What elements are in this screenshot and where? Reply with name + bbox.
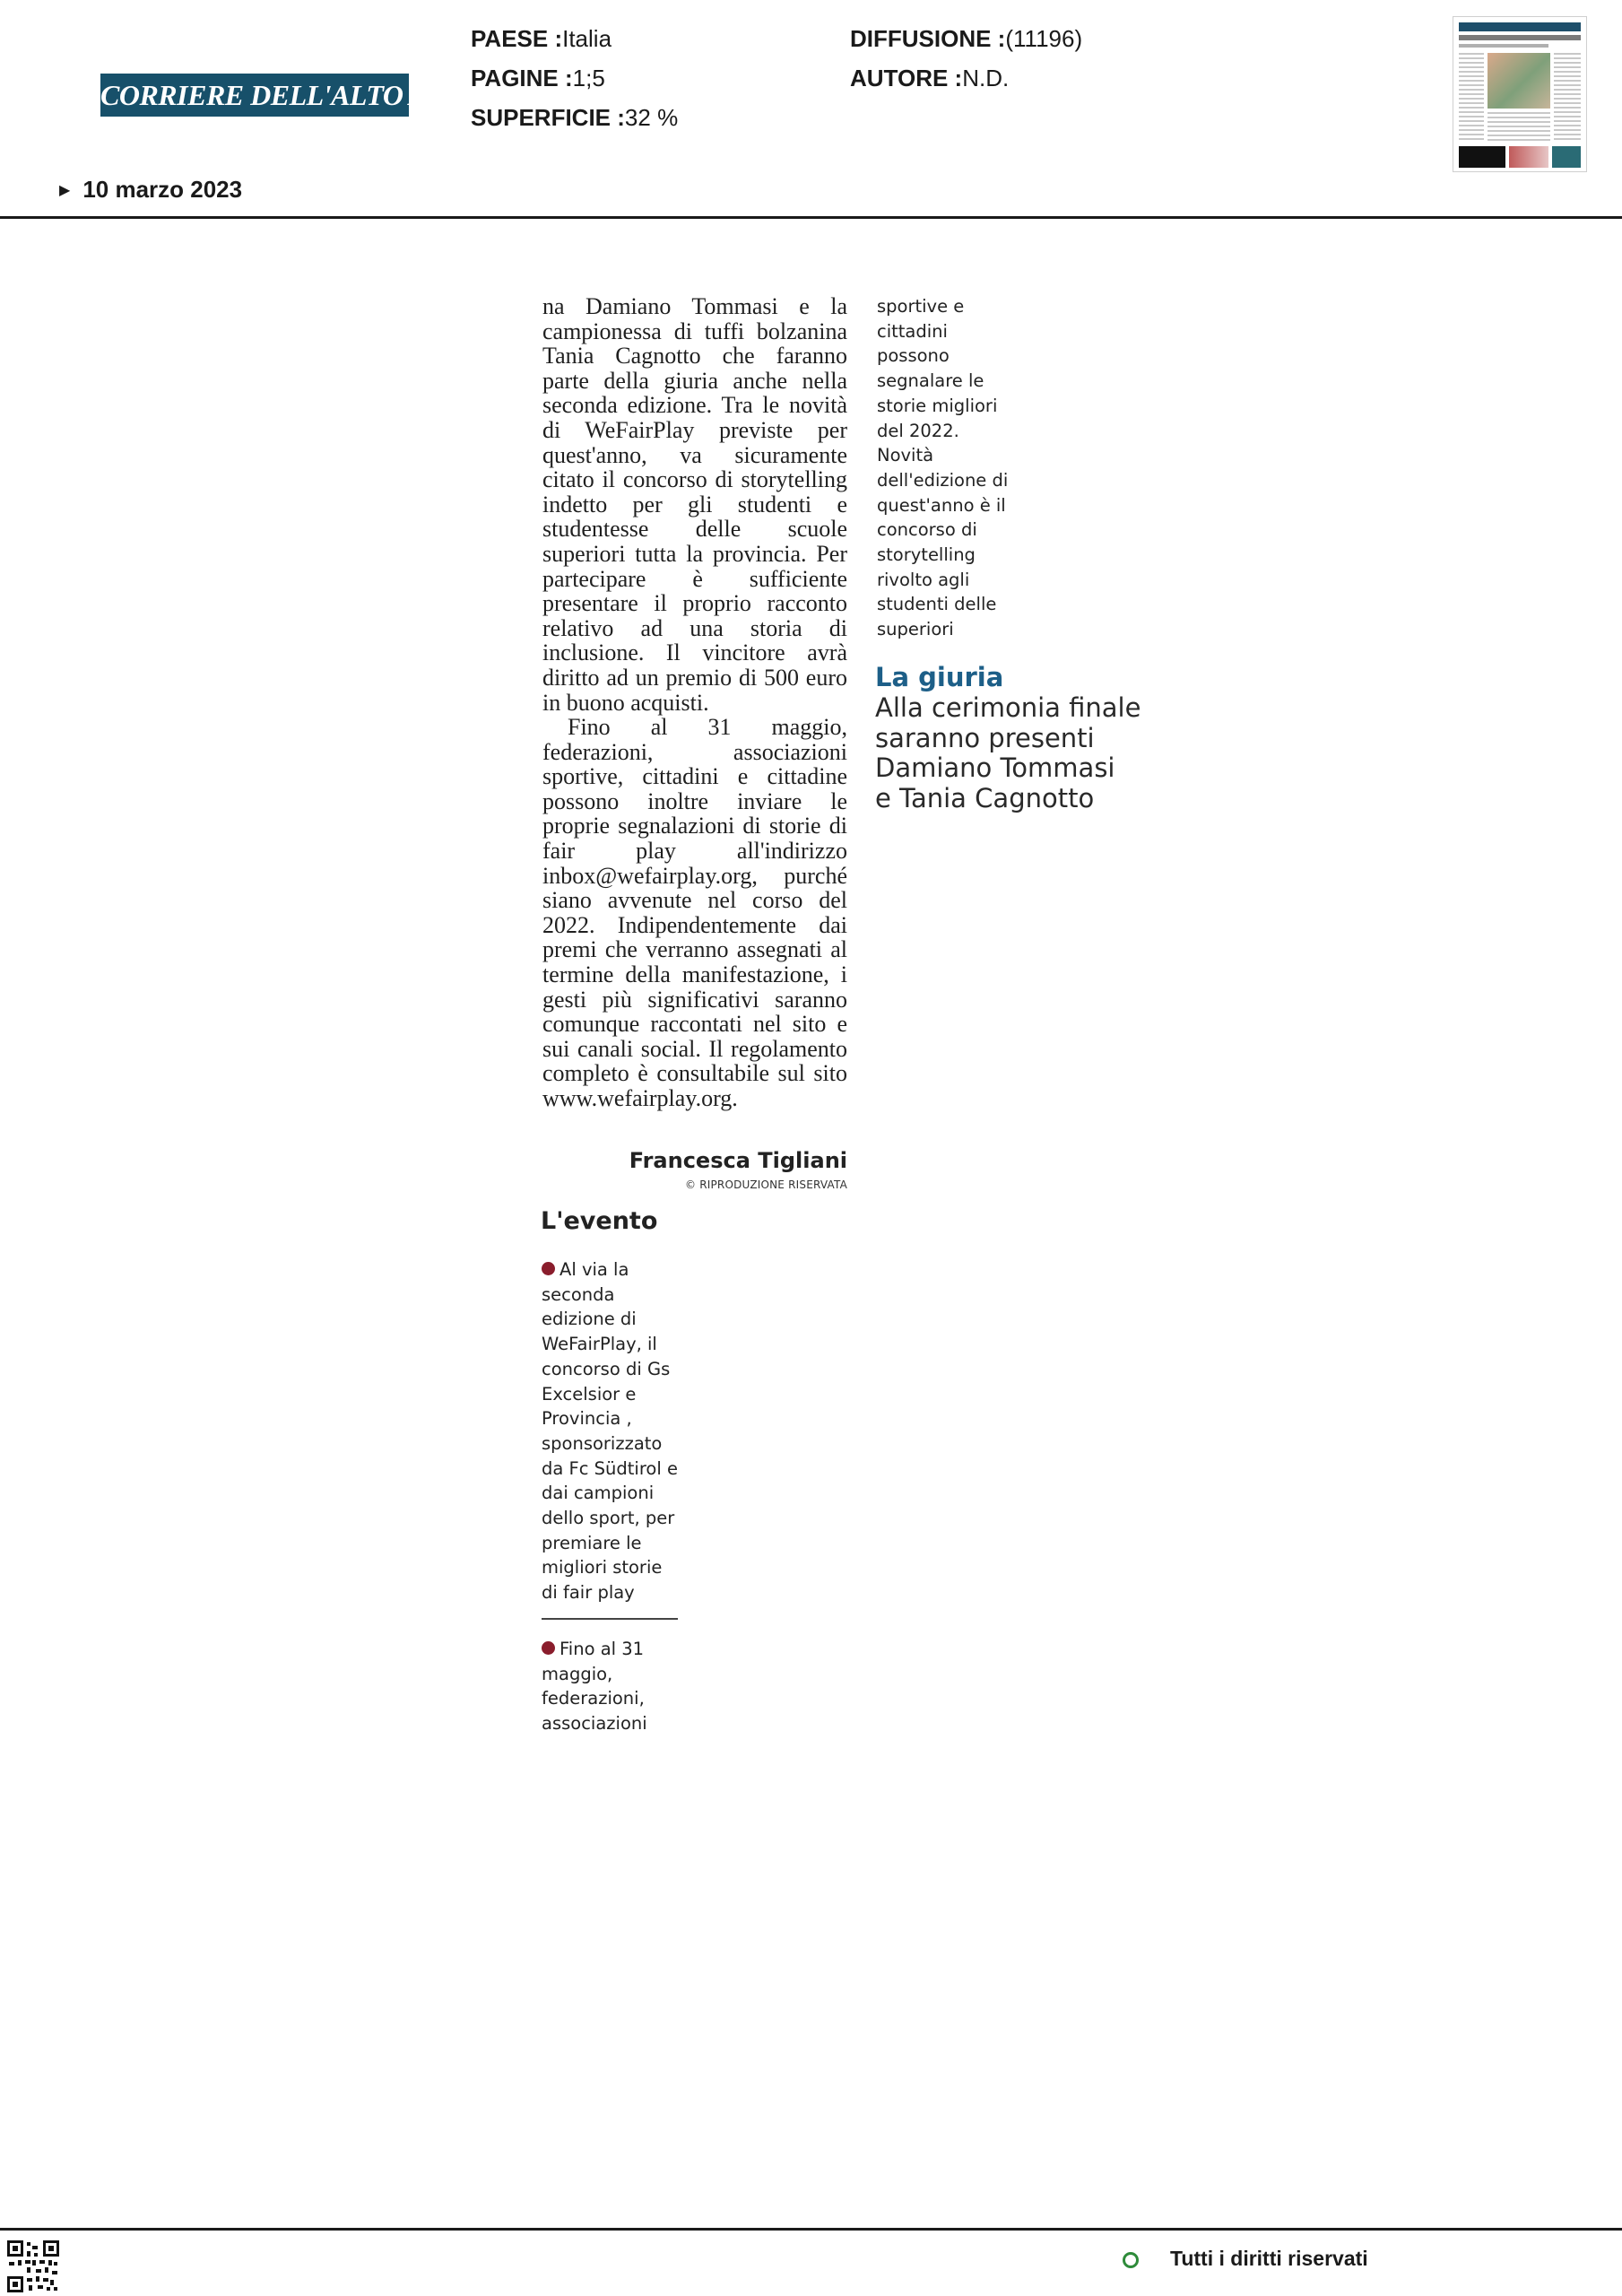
line-text: Damiano Tommasi bbox=[875, 752, 1115, 783]
text-line bbox=[542, 1686, 647, 1711]
meta-pagine-label: PAGINE : bbox=[471, 65, 573, 91]
line-text: cittadini bbox=[877, 320, 948, 342]
line-text: Alla cerimonia finale bbox=[875, 692, 1141, 723]
meta-diffusione-value: (11196) bbox=[1005, 25, 1083, 52]
line-text: dai campioni bbox=[542, 1483, 655, 1504]
line-text: possono bbox=[877, 345, 950, 367]
text-line bbox=[542, 1283, 678, 1308]
copyright-notice: © RIPRODUZIONE RISERVATA bbox=[685, 1178, 847, 1191]
text-line bbox=[542, 1555, 678, 1580]
text-line bbox=[542, 1711, 647, 1736]
author-byline: Francesca Tigliani bbox=[629, 1148, 847, 1173]
meta-autore-value: N.D. bbox=[962, 65, 1010, 91]
meta-paese-value: Italia bbox=[562, 25, 612, 52]
text-line bbox=[877, 517, 1029, 543]
text-line bbox=[875, 753, 1153, 784]
date-text: 10 marzo 2023 bbox=[82, 176, 243, 203]
bullet-dot-icon bbox=[542, 1262, 555, 1275]
text-line bbox=[542, 1637, 647, 1662]
header-rule bbox=[0, 216, 1622, 219]
giuria-heading: La giuria bbox=[875, 662, 1004, 692]
line-text: federazioni, bbox=[542, 1688, 645, 1709]
line-text: da Fc Südtirol e bbox=[542, 1457, 678, 1479]
line-text: premiare le bbox=[542, 1532, 642, 1553]
text-line bbox=[542, 1662, 647, 1687]
text-line bbox=[877, 344, 1029, 369]
line-text: sponsorizzato bbox=[542, 1432, 663, 1454]
meta-autore-label: AUTORE : bbox=[850, 65, 963, 91]
article-paragraph: Fino al 31 maggio, federazioni, associazioni sportive, cittadini e cittadine possono inoltre inviare le proprie segnalazioni di storie di fair play all'indirizzo inbox@wefairplay.org, purché siano avvenute nel corso del 2022. Indipendentemente dai premi che verranno assegnati al termine della manifestazione, i gesti più significativi saranno comunque raccontati nel sito e sui canali social. Il regolamento completo è consultabile sul sito www.wefairplay.org. bbox=[542, 714, 847, 1111]
article-paragraph: na Damiano Tommasi e la campionessa di tuffi bolzanina Tania Cagnotto che faranno parte della giuria anche nella seconda edizione. Tra le novità di WeFairPlay previste per quest'anno, va sicuramente citato il concorso di storytelling indetto per gli studenti e studentesse delle scuole superiori tutta la provincia. Per partecipare è sufficiente presentare il proprio racconto relativo ad una storia di inclusione. Il vincitore avrà diritto ad un premio di 500 euro in buono acquisti. bbox=[542, 293, 847, 716]
giuria-quote bbox=[875, 693, 1153, 813]
meta-pagine-value: 1;5 bbox=[572, 65, 605, 91]
line-text: superiori bbox=[877, 619, 954, 640]
sidebar-continuation bbox=[877, 294, 1029, 642]
line-text: edizione di bbox=[542, 1309, 637, 1330]
event-item-1 bbox=[542, 1257, 678, 1605]
line-text: storytelling bbox=[877, 544, 976, 566]
play-arrow-icon: ▶ bbox=[59, 183, 71, 198]
line-text: del 2022. bbox=[877, 420, 959, 441]
rights-reserved: Tutti i diritti riservati bbox=[1170, 2247, 1368, 2270]
text-line bbox=[542, 1506, 678, 1531]
line-text: di fair play bbox=[542, 1582, 635, 1604]
text-line bbox=[877, 543, 1029, 568]
text-line bbox=[542, 1357, 678, 1382]
line-text: Provincia , bbox=[542, 1408, 632, 1430]
text-line bbox=[877, 319, 1029, 344]
front-page-thumbnail bbox=[1453, 16, 1587, 172]
text-line bbox=[877, 369, 1029, 394]
text-line bbox=[542, 1431, 678, 1457]
text-line bbox=[877, 419, 1029, 444]
line-text: saranno presenti bbox=[875, 722, 1095, 753]
footer-rule bbox=[0, 2228, 1622, 2231]
text-line bbox=[877, 443, 1029, 468]
text-line bbox=[542, 1307, 678, 1332]
text-line bbox=[877, 394, 1029, 419]
qr-code-icon bbox=[7, 2240, 59, 2292]
line-text: storie migliori bbox=[877, 395, 998, 416]
event-box-divider bbox=[542, 1618, 678, 1620]
line-text: quest'anno è il bbox=[877, 494, 1006, 516]
line-text: segnalare le bbox=[877, 370, 984, 392]
line-text: dell'edizione di bbox=[877, 469, 1009, 491]
text-line bbox=[875, 724, 1153, 754]
meta-paese bbox=[471, 24, 612, 53]
line-text: maggio, bbox=[542, 1663, 613, 1684]
text-line bbox=[542, 1406, 678, 1431]
event-box-title: L'evento bbox=[541, 1207, 658, 1235]
copyright-circle-icon bbox=[1123, 2252, 1139, 2268]
text-line bbox=[877, 493, 1029, 518]
meta-superficie-value: 32 % bbox=[624, 104, 679, 131]
newspaper-logo: CORRIERE DELL'ALTO ADIGE bbox=[100, 74, 409, 117]
meta-autore bbox=[850, 64, 1009, 92]
text-line bbox=[542, 1457, 678, 1482]
text-line bbox=[542, 1257, 678, 1283]
text-line bbox=[877, 568, 1029, 593]
event-item-2 bbox=[542, 1637, 647, 1736]
meta-superficie bbox=[471, 103, 678, 132]
meta-diffusione bbox=[850, 24, 1082, 53]
meta-paese-label: PAESE : bbox=[471, 25, 563, 52]
meta-diffusione-label: DIFFUSIONE : bbox=[850, 25, 1006, 52]
text-line bbox=[542, 1332, 678, 1357]
line-text: Novità bbox=[877, 445, 934, 466]
line-text: rivolto agli bbox=[877, 569, 970, 590]
line-text: sportive e bbox=[877, 296, 965, 317]
bullet-dot-icon bbox=[542, 1641, 555, 1655]
text-line bbox=[875, 693, 1153, 724]
line-text: Fino al 31 bbox=[559, 1639, 645, 1659]
meta-superficie-label: SUPERFICIE : bbox=[471, 104, 625, 131]
line-text: concorso di bbox=[877, 519, 977, 541]
line-text: seconda bbox=[542, 1283, 615, 1305]
meta-pagine bbox=[471, 64, 605, 92]
text-line bbox=[877, 617, 1029, 642]
text-line bbox=[542, 1481, 678, 1506]
text-line bbox=[877, 294, 1029, 319]
text-line bbox=[877, 468, 1029, 493]
text-line bbox=[542, 1382, 678, 1407]
text-line bbox=[877, 592, 1029, 617]
text-line bbox=[875, 784, 1153, 814]
line-text: WeFairPlay, il bbox=[542, 1334, 657, 1355]
line-text: dello sport, per bbox=[542, 1508, 675, 1529]
line-text: concorso di Gs bbox=[542, 1358, 671, 1379]
line-text: Al via la bbox=[559, 1259, 629, 1280]
line-text: studenti delle bbox=[877, 594, 997, 615]
line-text: associazioni bbox=[542, 1713, 647, 1735]
publication-date bbox=[59, 176, 242, 204]
text-line bbox=[542, 1531, 678, 1556]
article-body bbox=[542, 294, 847, 1111]
text-line bbox=[542, 1580, 678, 1605]
line-text: Excelsior e bbox=[542, 1383, 637, 1405]
line-text: e Tania Cagnotto bbox=[875, 782, 1095, 813]
line-text: migliori storie bbox=[542, 1557, 663, 1578]
